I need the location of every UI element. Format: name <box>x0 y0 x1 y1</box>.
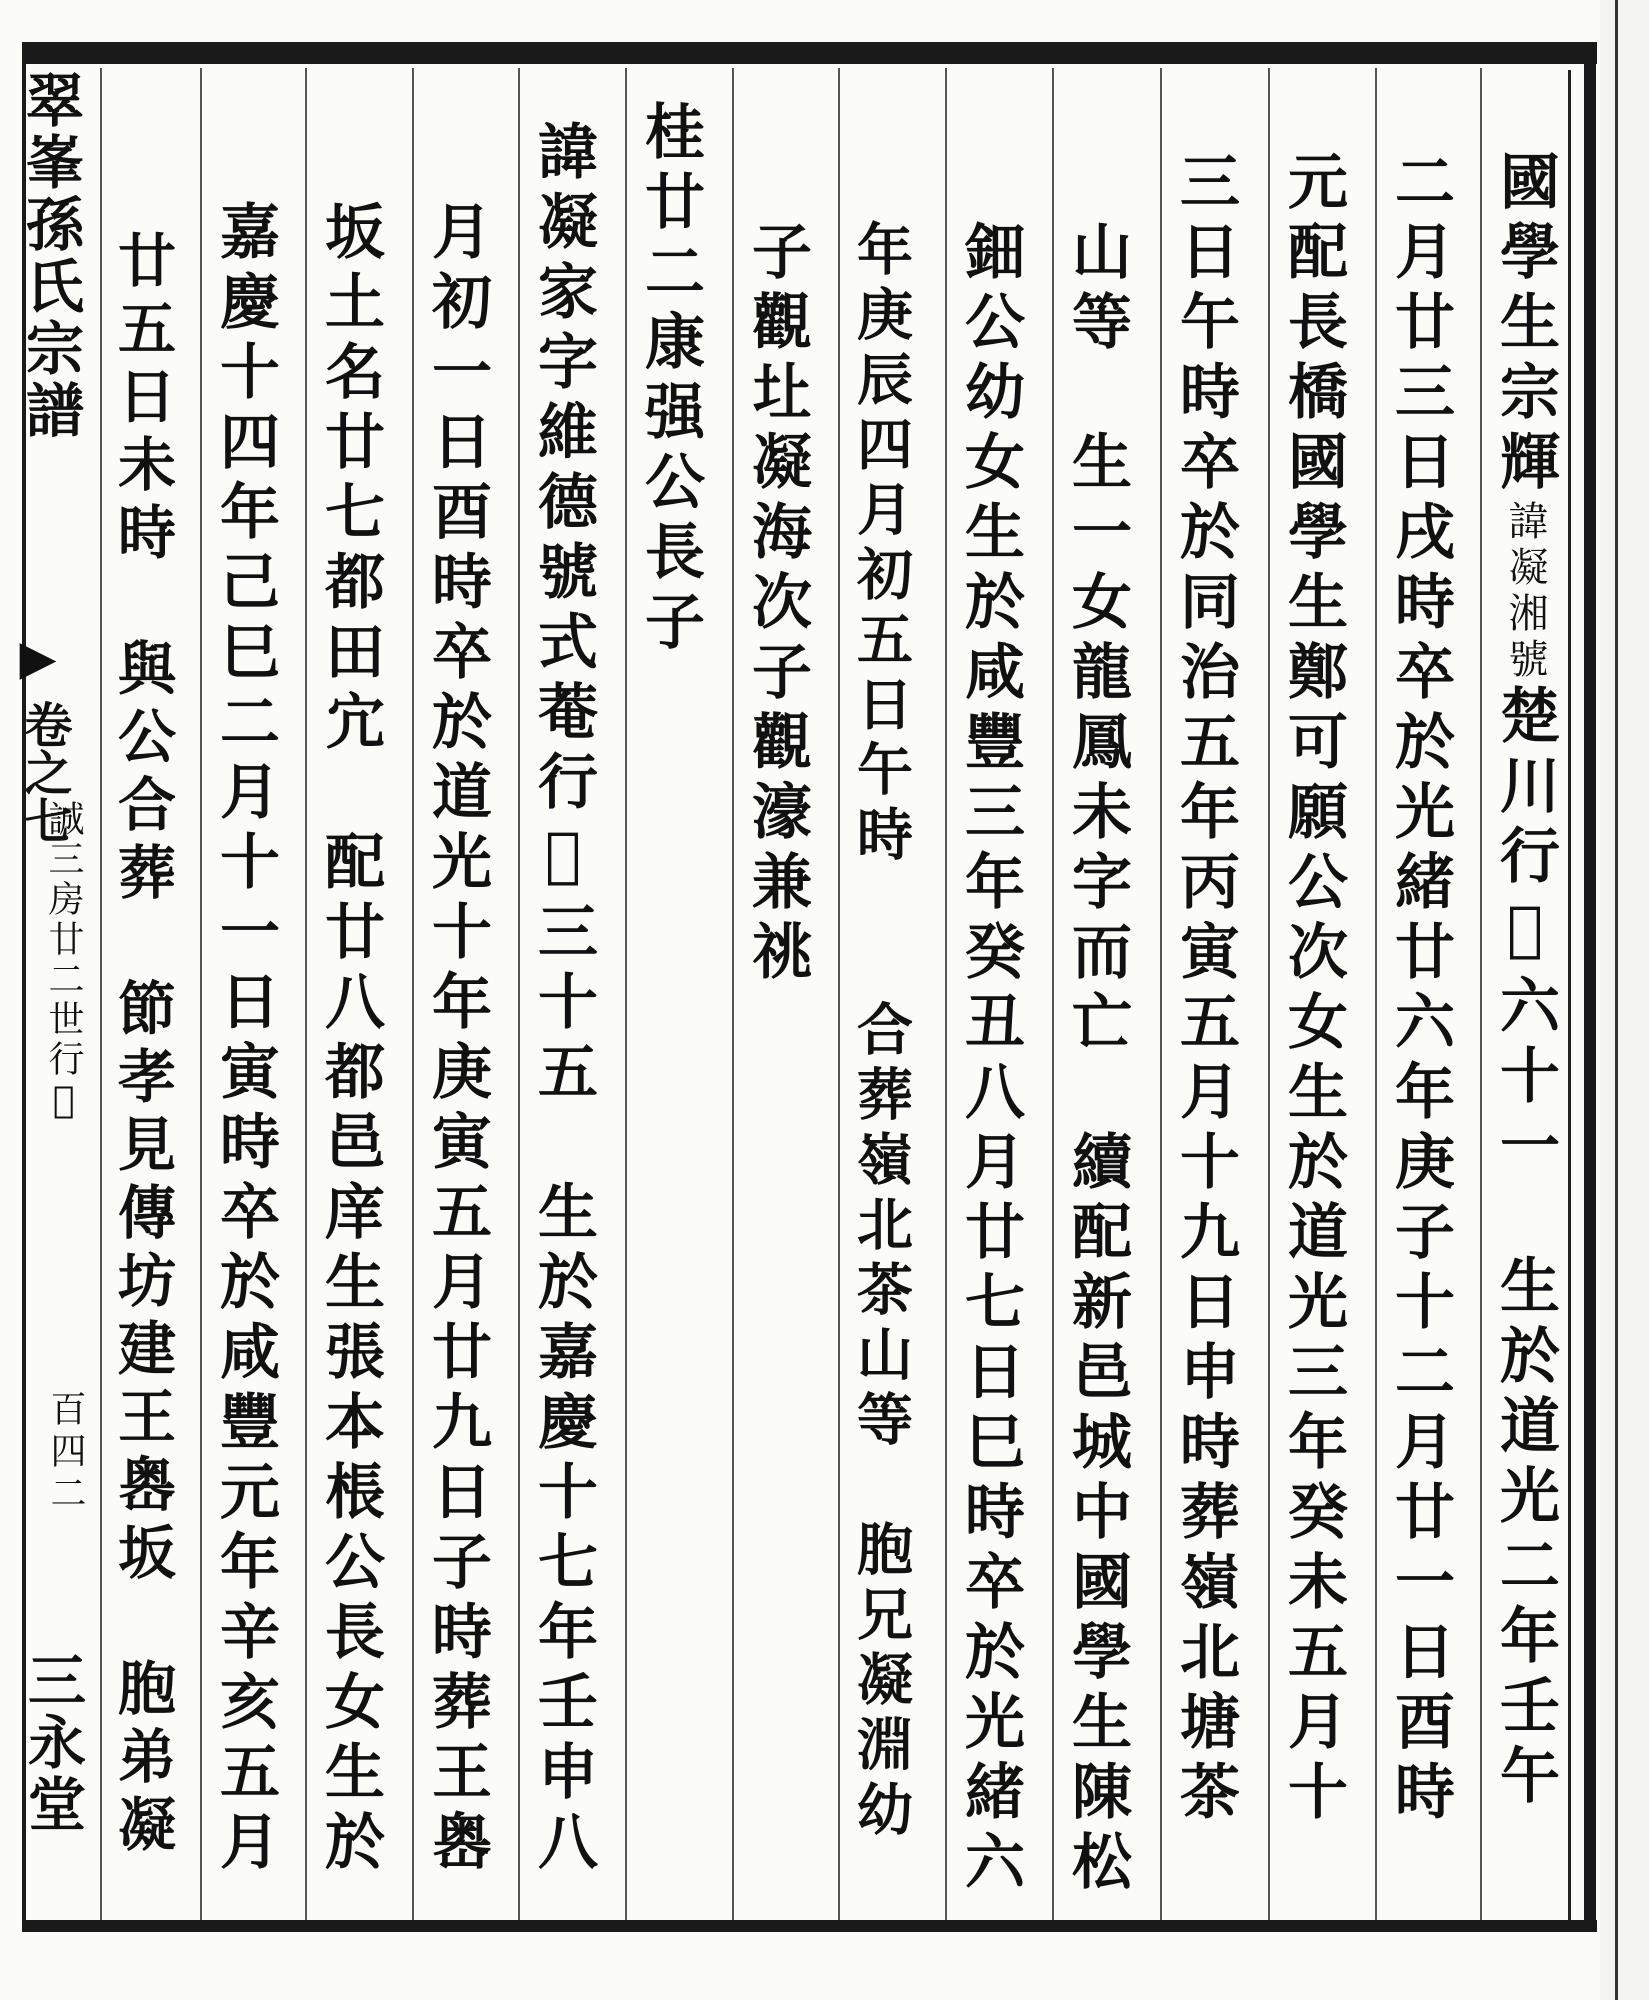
book-title: 翠峯孫氏宗譜 <box>16 70 84 442</box>
column-divider <box>625 68 627 1920</box>
text-column: 諱凝家字維德號式菴行𦎟三十五 生於嘉慶十七年壬申八 <box>528 120 598 1880</box>
column-divider <box>732 68 734 1920</box>
column-divider <box>1268 68 1270 1920</box>
column-divider <box>412 68 414 1920</box>
column-divider <box>200 68 202 1920</box>
text-column: 年庚辰四月初五日午時 合葬嶺北茶山等 胞兄凝淵幼 <box>848 220 914 1845</box>
text-column: 桂廿二康强公長子 <box>635 100 705 660</box>
binding-strip <box>1600 0 1649 2000</box>
text-column: 國學生宗輝諱凝湘號楚川行𦎟六十一 生於道光二年壬午 <box>1490 150 1560 1814</box>
text-column: 二月廿三日戌時卒於光緒廿六年庚子十二月廿一日酉時 <box>1385 150 1455 1830</box>
top-border-rule <box>22 42 1597 64</box>
text-column: 子觀圵凝海次子觀濠兼祧 <box>742 220 812 990</box>
hall-name: 三永堂 <box>18 1650 86 1836</box>
right-border-rule <box>1584 42 1596 1932</box>
column-divider <box>1052 68 1054 1920</box>
volume-label: 卷之七 <box>16 700 72 844</box>
text-column: 坂土名廿七都田宂 配廿八都邑庠生張本棖公長女生於 <box>315 200 385 1880</box>
column-divider <box>1160 68 1162 1920</box>
column-divider <box>100 68 102 1920</box>
text-column: 山等 生一女龍鳳未字而亡 續配新邑城中國學生陳松 <box>1062 220 1132 1900</box>
fish-tail-mark: ▶ <box>10 630 66 686</box>
column-divider <box>1375 68 1377 1920</box>
text-column: 廿五日未時 與公合葬 節孝見傳坊建王嶴坂 胞弟凝 <box>108 230 176 1862</box>
column-divider <box>838 68 840 1920</box>
column-divider <box>305 68 307 1920</box>
binding-line <box>1615 0 1618 2000</box>
text-column: 鈿公幼女生於咸豐三年癸丑八月廿七日巳時卒於光緒六 <box>955 220 1025 1900</box>
text-column: 元配長橋國學生鄭可願公次女生於道光三年癸未五月十 <box>1278 150 1348 1830</box>
text-column: 三日午時卒於同治五年丙寅五月十九日申時葬嶺北塘茶 <box>1170 150 1240 1830</box>
column-divider <box>518 68 520 1920</box>
inline-annotation: 諱凝湘號 <box>1502 500 1548 684</box>
column-divider <box>945 68 947 1920</box>
text-column: 月初一日酉時卒於道光十年庚寅五月廿九日子時葬王嶴 <box>422 200 492 1880</box>
column-divider <box>1480 68 1482 1920</box>
section-label: 誠三房廿二世行𦎟 <box>43 800 84 1125</box>
text-column: 嘉慶十四年己巳二月十一日寅時卒於咸豐元年辛亥五月 <box>210 200 280 1880</box>
page-number: 百四二 <box>45 1390 86 1516</box>
right-inner-rule <box>1568 70 1571 1920</box>
bottom-border-rule <box>22 1920 1597 1932</box>
